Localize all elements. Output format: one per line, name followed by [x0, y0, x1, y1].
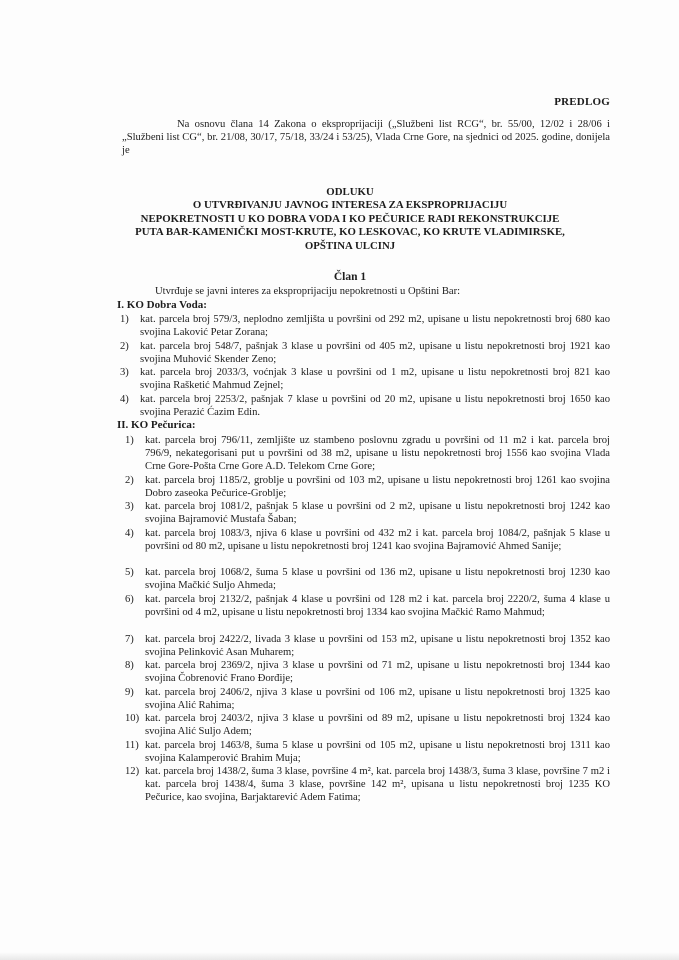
- item-number: 4): [120, 394, 129, 405]
- list-item: [125, 593, 610, 619]
- item-number: 3): [125, 501, 134, 512]
- section-heading-pecurica: II. KO Pečurica:: [117, 419, 196, 431]
- item-number: 5): [125, 567, 134, 578]
- item-number: 1): [120, 314, 129, 325]
- section-heading-dobra-voda: I. KO Dobra Voda:: [117, 299, 207, 311]
- list-item: [125, 712, 610, 738]
- item-number: 4): [125, 528, 134, 539]
- item-text: kat. parcela broj 548/7, pašnjak 3 klase u površini od 405 m2, upisane u listu nepokretnosti broj 1921 kao svojina Muhović Skender Zeno;: [140, 341, 610, 365]
- item-text: kat. parcela broj 796/11, zemljište uz stambeno poslovnu zgradu u površini od 11 m2 i kat. parcela broj 796/9, nekategorisani put u površini od 38 m2, upisane u listu nepokretnosti broj 1556 kao svojina Vlada Crne Gore-Pošta Crne Gore A.D. Telekom Crne Gore;: [145, 435, 610, 472]
- list-item: [120, 313, 610, 339]
- list-item: [125, 659, 610, 685]
- item-number: 7): [125, 634, 134, 645]
- item-number: 8): [125, 660, 134, 671]
- item-text: kat. parcela broj 1083/3, njiva 6 klase u površini od 432 m2 i kat. parcela broj 1084/2, pašnjak 5 klase u površini od 80 m2, upisane u listu nepokretnosti broj 1241 kao svojina Bajramović Ahmed Sanije;: [145, 528, 610, 552]
- title-line: O UTVRĐIVANJU JAVNOG INTERESA ZA EKSPROPRIJACIJU: [192, 199, 508, 212]
- item-text: kat. parcela broj 579/3, neplodno zemljišta u površini od 292 m2, upisane u listu nepokretnosti broj 680 kao svojina Laković Petar Zorana;: [140, 314, 610, 338]
- list-item: [125, 474, 610, 500]
- list-item: [125, 500, 610, 526]
- title-line: PUTA BAR-KAMENIČKI MOST-KRUTE, KO LESKOVAC, KO KRUTE VLADIMIRSKE,: [135, 226, 565, 239]
- list-item: [125, 686, 610, 712]
- list-item: [125, 566, 610, 592]
- item-number: 11): [125, 740, 139, 751]
- item-text: kat. parcela broj 1463/8, šuma 5 klase u površini od 105 m2, upisane u listu nepokretnosti broj 1311 kao svojina Kalamperović Brahim Muja;: [145, 740, 610, 764]
- preamble: [122, 118, 610, 158]
- title-line: OPŠTINA ULCINJ: [304, 239, 396, 252]
- item-text: kat. parcela broj 2369/2, njiva 3 klase u površini od 71 m2, upisane u listu nepokretnosti broj 1344 kao svojina Čobrenović Frano Đorđije;: [145, 660, 610, 684]
- item-text: kat. parcela broj 1081/2, pašnjak 5 klase u površini od 2 m2, upisane u listu nepokretnosti broj 1242 kao svojina Bajramović Mustafa Šaban;: [145, 501, 610, 525]
- item-text: kat. parcela broj 2033/3, voćnjak 3 klase u površini od 1 m2, upisane u listu nepokretnosti broj 821 kao svojina Rašketić Mahmud Zejnel;: [140, 367, 610, 391]
- proposal-label: PREDLOG: [554, 96, 610, 108]
- list-item: [125, 633, 610, 659]
- article-heading: Član 1: [333, 271, 367, 283]
- item-number: 9): [125, 687, 134, 698]
- title-line: ODLUKU: [326, 186, 374, 198]
- list-item: [120, 340, 610, 366]
- list-item: [125, 739, 610, 765]
- item-text: kat. parcela broj 2253/2, pašnjak 7 klase u površini od 20 m2, upisane u listu nepokretnosti broj 1650 kao svojina Perazić Ćazim Edin.: [140, 394, 610, 418]
- list-item: [125, 434, 610, 473]
- item-text: kat. parcela broj 1068/2, šuma 5 klase u površini od 136 m2, upisane u listu nepokretnosti broj 1230 kao svojina Mačkić Suljo Ahmeda;: [145, 567, 610, 591]
- list-item: [120, 366, 610, 392]
- item-text: kat. parcela broj 2422/2, livada 3 klase u površini od 153 m2, upisane u listu nepokretnosti broj 1352 kao svojina Pelinković Asan Muharem;: [145, 634, 610, 658]
- item-number: 3): [120, 367, 129, 378]
- page-edge-shadow: [0, 952, 679, 960]
- list-item: [125, 527, 610, 553]
- item-number: 2): [120, 341, 129, 352]
- item-text: kat. parcela broj 1185/2, groblje u površini od 103 m2, upisane u listu nepokretnosti broj 1261 kao svojina Dobro zaseoka Pečurice-Groblje;: [145, 475, 610, 499]
- list-item: [125, 765, 610, 804]
- item-number: 2): [125, 475, 134, 486]
- item-text: kat. parcela broj 2403/2, njiva 3 klase u površini od 89 m2, upisane u listu nepokretnosti broj 1324 kao svojina Alić Suljo Adem;: [145, 713, 610, 737]
- item-number: 6): [125, 594, 134, 605]
- item-number: 12): [125, 766, 140, 777]
- preamble-text: Na osnovu člana 14 Zakona o eksproprijaciji („Službeni list RCG“, br. 55/00, 12/02 i 28/06 i „Službeni list CG“, br. 21/08, 30/17, 75/18, 33/24 i 53/25), Vlada Crne Gore, na sjednici od 2025. godine, donijela je: [122, 119, 610, 157]
- item-text: kat. parcela broj 2406/2, njiva 3 klase u površini od 106 m2, upisane u listu nepokretnosti broj 1325 kao svojina Alić Rahima;: [145, 687, 610, 711]
- item-text: kat. parcela broj 2132/2, pašnjak 4 klase u površini od 128 m2 i kat. parcela broj 2220/2, šuma 4 klase u površini od 4 m2, upisane u listu nepokretnosti broj 1334 kao svojina Mačkić Ramo Mahmud;: [145, 594, 610, 618]
- title-line: NEPOKRETNOSTI U KO DOBRA VODA I KO PEČURICE RADI REKONSTRUKCIJE: [140, 212, 560, 225]
- item-number: 10): [125, 713, 140, 724]
- decision-title: [100, 186, 600, 253]
- item-number: 1): [125, 435, 134, 446]
- list-item: [120, 393, 610, 419]
- item-text: kat. parcela broj 1438/2, šuma 3 klase, površine 4 m², kat. parcela broj 1438/3, šuma 3 klase, površine 7 m2 i kat. parcela broj 1438/4, šuma 3 klase, površine 142 m², upisana u listu nepokretnosti broj 1235 KO Pečurice, kao svojina, Barjaktarević Adem Fatima;: [145, 766, 610, 803]
- article-intro: Utvrđuje se javni interes za eksproprijaciju nepokretnosti u Opštini Bar:: [155, 286, 461, 297]
